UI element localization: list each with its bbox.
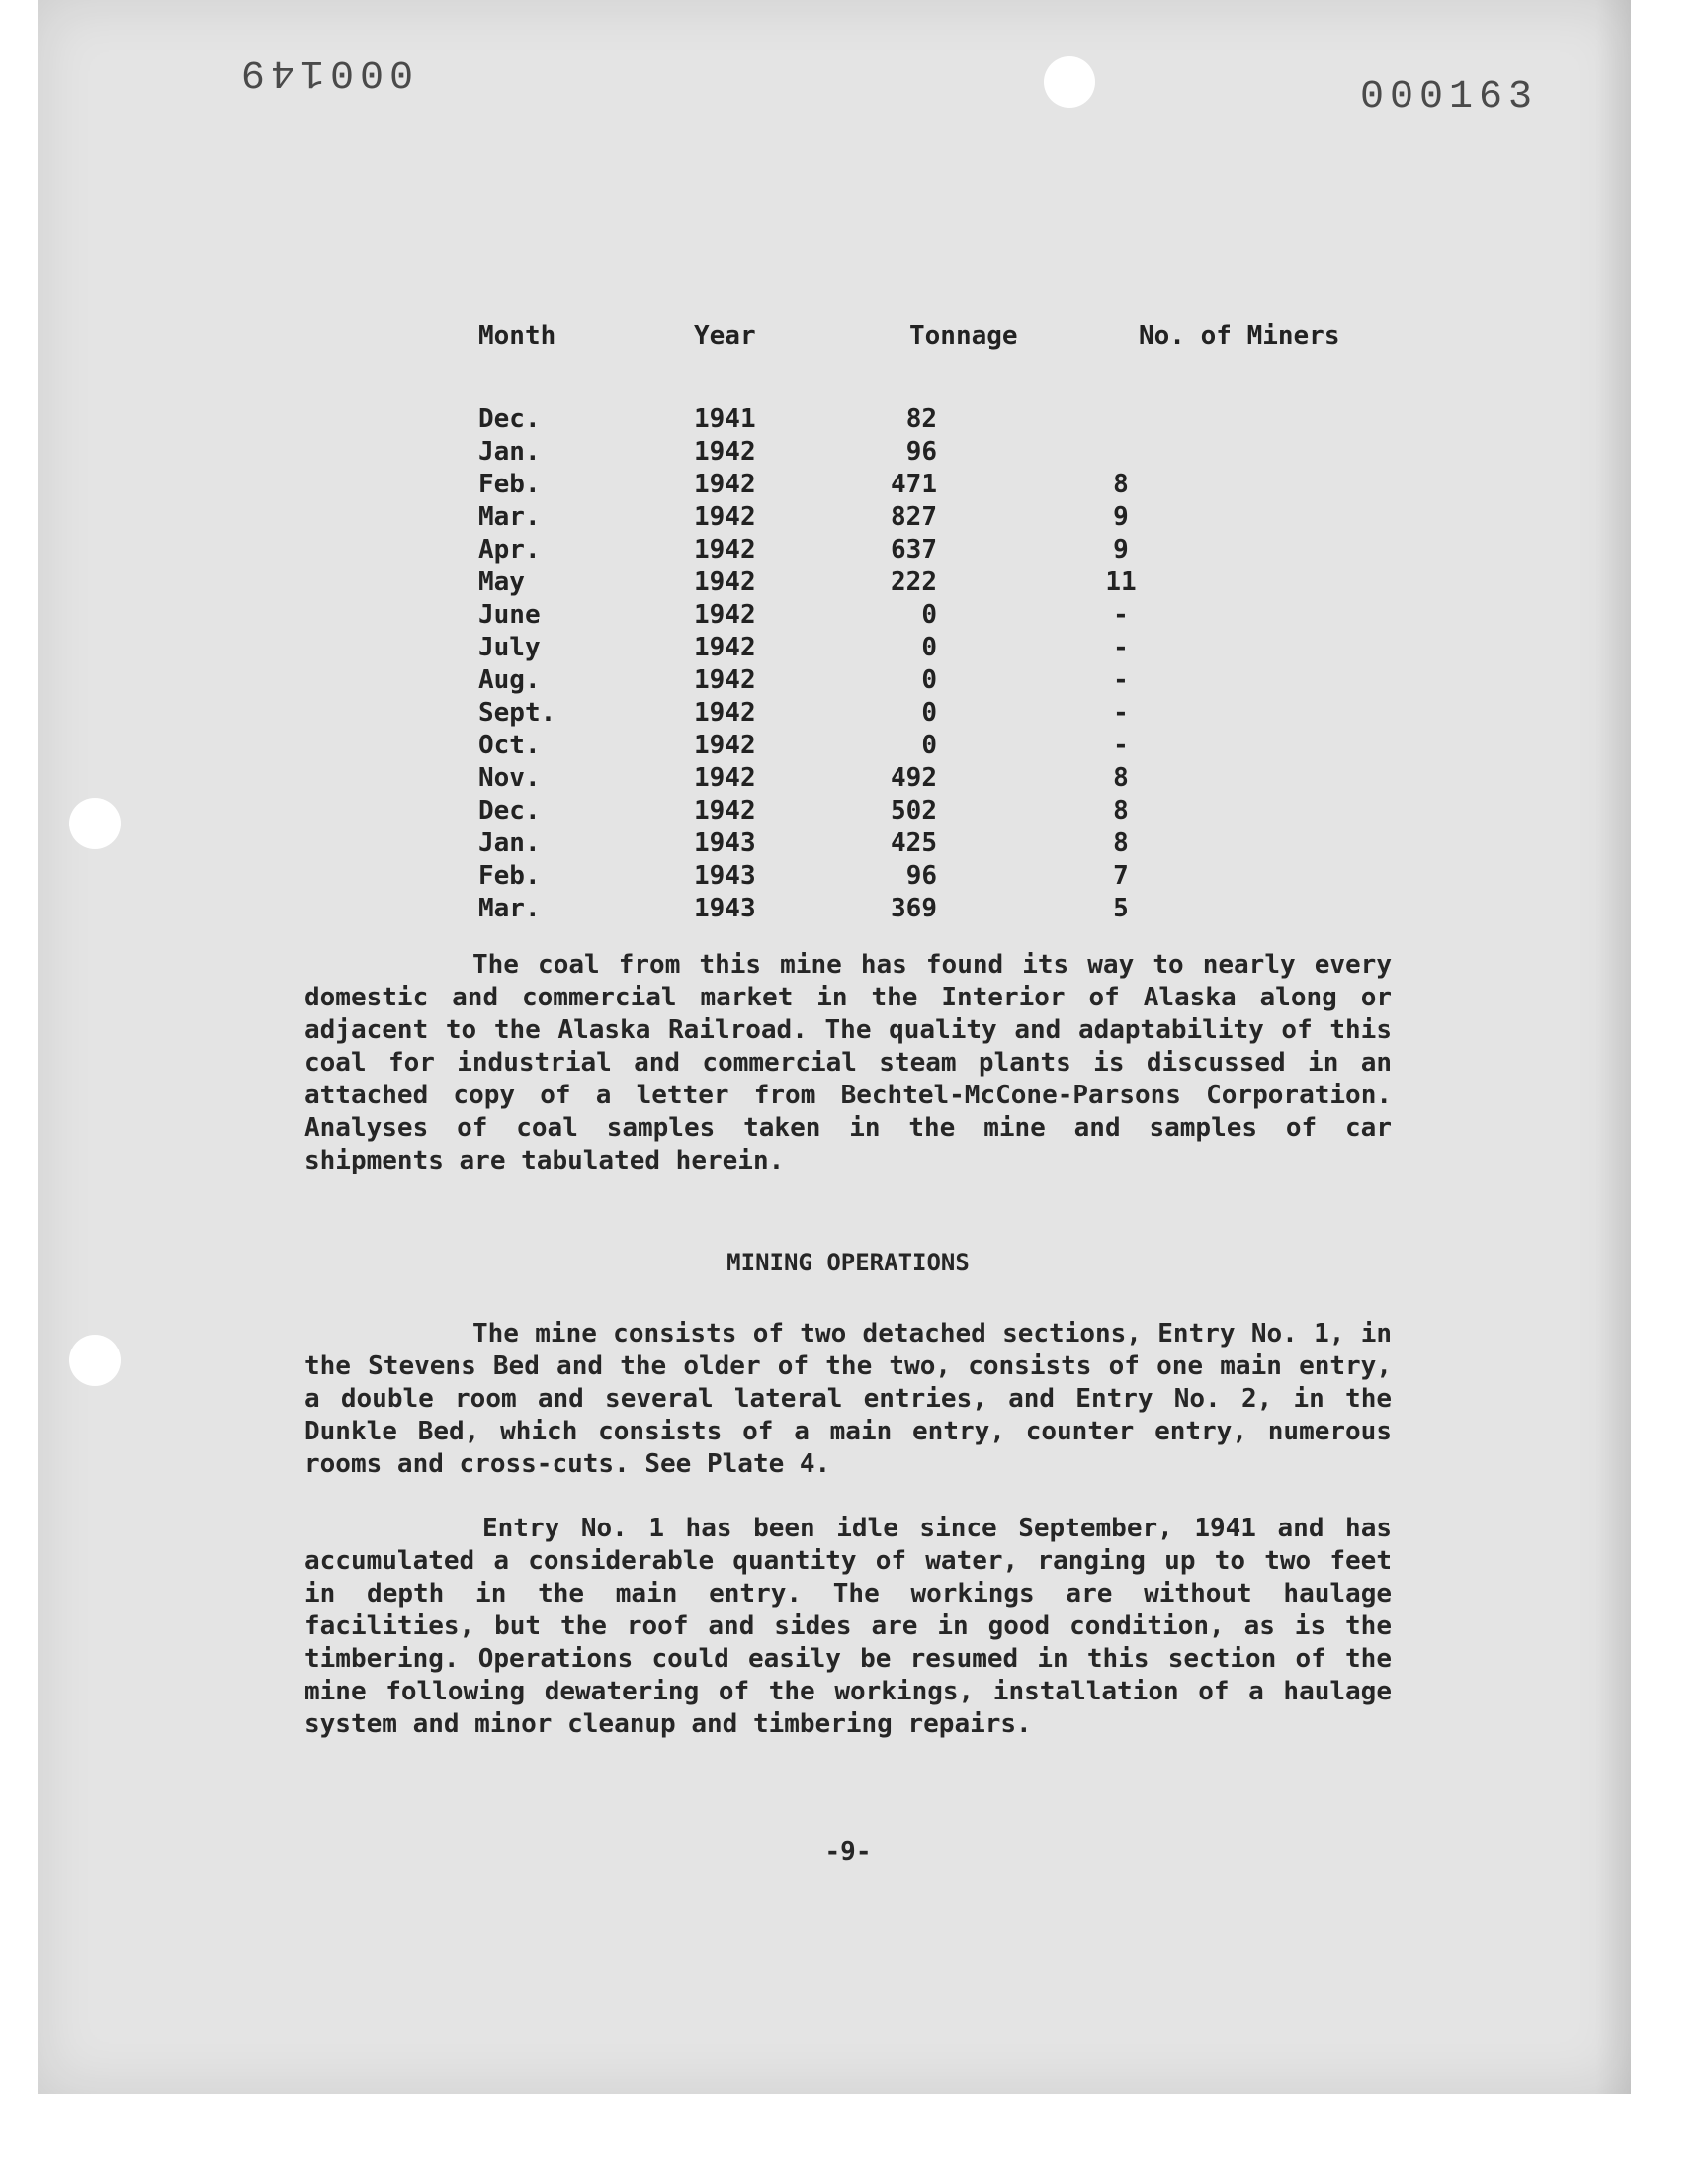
cell-year: 1942	[694, 567, 756, 597]
paragraph-coal-market: The coal from this mine has found its way to nearly every domestic and commercial market in the Interior of Alaska along or adjacent to the Alaska Railroad. The quality and adaptability of this coal for industrial and commercial steam plants is discussed in an attached copy of a letter from Bechtel-McCone-Parsons Corporation. Analyses of coal samples taken in the mine and samples of car shipments are tabulated herein.	[304, 950, 1392, 1175]
cell-miners: 8	[1113, 763, 1129, 793]
cell-year: 1942	[694, 437, 756, 467]
cell-year: 1942	[694, 796, 756, 826]
punch-hole-top	[1044, 56, 1095, 108]
cell-miners: 9	[1113, 535, 1129, 565]
cell-miners: -	[1113, 600, 1129, 630]
cell-year: 1942	[694, 470, 756, 499]
cell-tonnage: 0	[921, 698, 937, 728]
cell-year: 1941	[694, 404, 756, 434]
cell-miners: 7	[1113, 861, 1129, 891]
cell-month: Dec.	[478, 404, 541, 434]
table-row	[478, 567, 1368, 600]
table-row	[478, 698, 1368, 731]
cell-miners: 8	[1113, 796, 1129, 826]
cell-month: Feb.	[478, 470, 541, 499]
cell-tonnage: 96	[905, 861, 937, 891]
table-row	[478, 535, 1368, 567]
cell-tonnage: 0	[921, 731, 937, 760]
cell-year: 1942	[694, 633, 756, 662]
paragraph-mine-sections: The mine consists of two detached sections, Entry No. 1, in the Stevens Bed and the older of the two, consists of one main entry, a double room and several lateral entries, and Entry No. 2, in the Dunkle Bed, which consists of a main entry, counter entry, numerous rooms and cross-cuts. See Plate 4.	[304, 1319, 1392, 1479]
table-row	[478, 665, 1368, 698]
cell-month: Jan.	[478, 828, 541, 858]
cell-month: May	[478, 567, 525, 597]
document-page	[38, 0, 1631, 2094]
cell-miners: -	[1113, 731, 1129, 760]
cell-tonnage: 222	[891, 567, 937, 597]
cell-tonnage: 425	[891, 828, 937, 858]
cell-miners: 8	[1113, 828, 1129, 858]
table-row	[478, 470, 1368, 502]
table-row	[478, 502, 1368, 535]
cell-month: Sept.	[478, 698, 556, 728]
cell-month: Nov.	[478, 763, 541, 793]
cell-year: 1942	[694, 502, 756, 532]
cell-year: 1942	[694, 535, 756, 565]
cell-miners: -	[1113, 665, 1129, 695]
cell-year: 1943	[694, 828, 756, 858]
cell-year: 1942	[694, 665, 756, 695]
cell-year: 1943	[694, 894, 756, 923]
table-row	[478, 633, 1368, 665]
production-table	[478, 321, 1368, 926]
cell-month: Aug.	[478, 665, 541, 695]
table-row	[478, 894, 1368, 926]
header-tonnage: Tonnage	[909, 321, 1018, 351]
cell-miners: 11	[1105, 567, 1137, 597]
cell-year: 1942	[694, 763, 756, 793]
cell-year: 1942	[694, 731, 756, 760]
table-row	[478, 731, 1368, 763]
cell-miners: 8	[1113, 470, 1129, 499]
table-row	[478, 763, 1368, 796]
cell-month: Mar.	[478, 502, 541, 532]
cell-month: Apr.	[478, 535, 541, 565]
cell-tonnage: 96	[905, 437, 937, 467]
header-year: Year	[694, 321, 756, 351]
cell-tonnage: 827	[891, 502, 937, 532]
cell-year: 1943	[694, 861, 756, 891]
cell-tonnage: 82	[905, 404, 937, 434]
page-stamp-right: 000163	[1360, 75, 1539, 120]
section-heading: MINING OPERATIONS	[726, 1249, 970, 1276]
table-row	[478, 404, 1368, 437]
page-stamp-left: 000149	[235, 49, 414, 94]
cell-miners: -	[1113, 633, 1129, 662]
cell-tonnage: 369	[891, 894, 937, 923]
table-row	[478, 437, 1368, 470]
table-header	[478, 321, 1368, 404]
cell-year: 1942	[694, 698, 756, 728]
paragraph-entry-one: Entry No. 1 has been idle since September, 1941 and has accumulated a considerable quantity of water, ranging up to two feet in depth in the main entry. The workings are without haulage facilities, but the roof and sides are in good condition, as is the timbering. Operations could easily be resumed in this section of the mine following dewatering of the workings, installation of a haulage system and minor cleanup and timbering repairs.	[304, 1514, 1392, 1739]
table-body	[478, 404, 1368, 926]
cell-tonnage: 0	[921, 665, 937, 695]
cell-month: July	[478, 633, 541, 662]
cell-month: Dec.	[478, 796, 541, 826]
cell-tonnage: 637	[891, 535, 937, 565]
header-miners: No. of Miners	[1139, 321, 1340, 351]
cell-tonnage: 0	[921, 600, 937, 630]
cell-month: June	[478, 600, 541, 630]
cell-miners: 9	[1113, 502, 1129, 532]
table-row	[478, 828, 1368, 861]
cell-tonnage: 492	[891, 763, 937, 793]
table-row	[478, 861, 1368, 894]
page-number: -9-	[824, 1837, 872, 1867]
header-month: Month	[478, 321, 556, 351]
cell-tonnage: 502	[891, 796, 937, 826]
punch-hole-lower	[69, 1335, 121, 1386]
table-row	[478, 600, 1368, 633]
table-row	[478, 796, 1368, 828]
cell-month: Oct.	[478, 731, 541, 760]
cell-miners: 5	[1113, 894, 1129, 923]
cell-miners: -	[1113, 698, 1129, 728]
cell-month: Jan.	[478, 437, 541, 467]
cell-tonnage: 0	[921, 633, 937, 662]
punch-hole-middle	[69, 798, 121, 849]
cell-year: 1942	[694, 600, 756, 630]
cell-month: Feb.	[478, 861, 541, 891]
cell-tonnage: 471	[891, 470, 937, 499]
cell-month: Mar.	[478, 894, 541, 923]
